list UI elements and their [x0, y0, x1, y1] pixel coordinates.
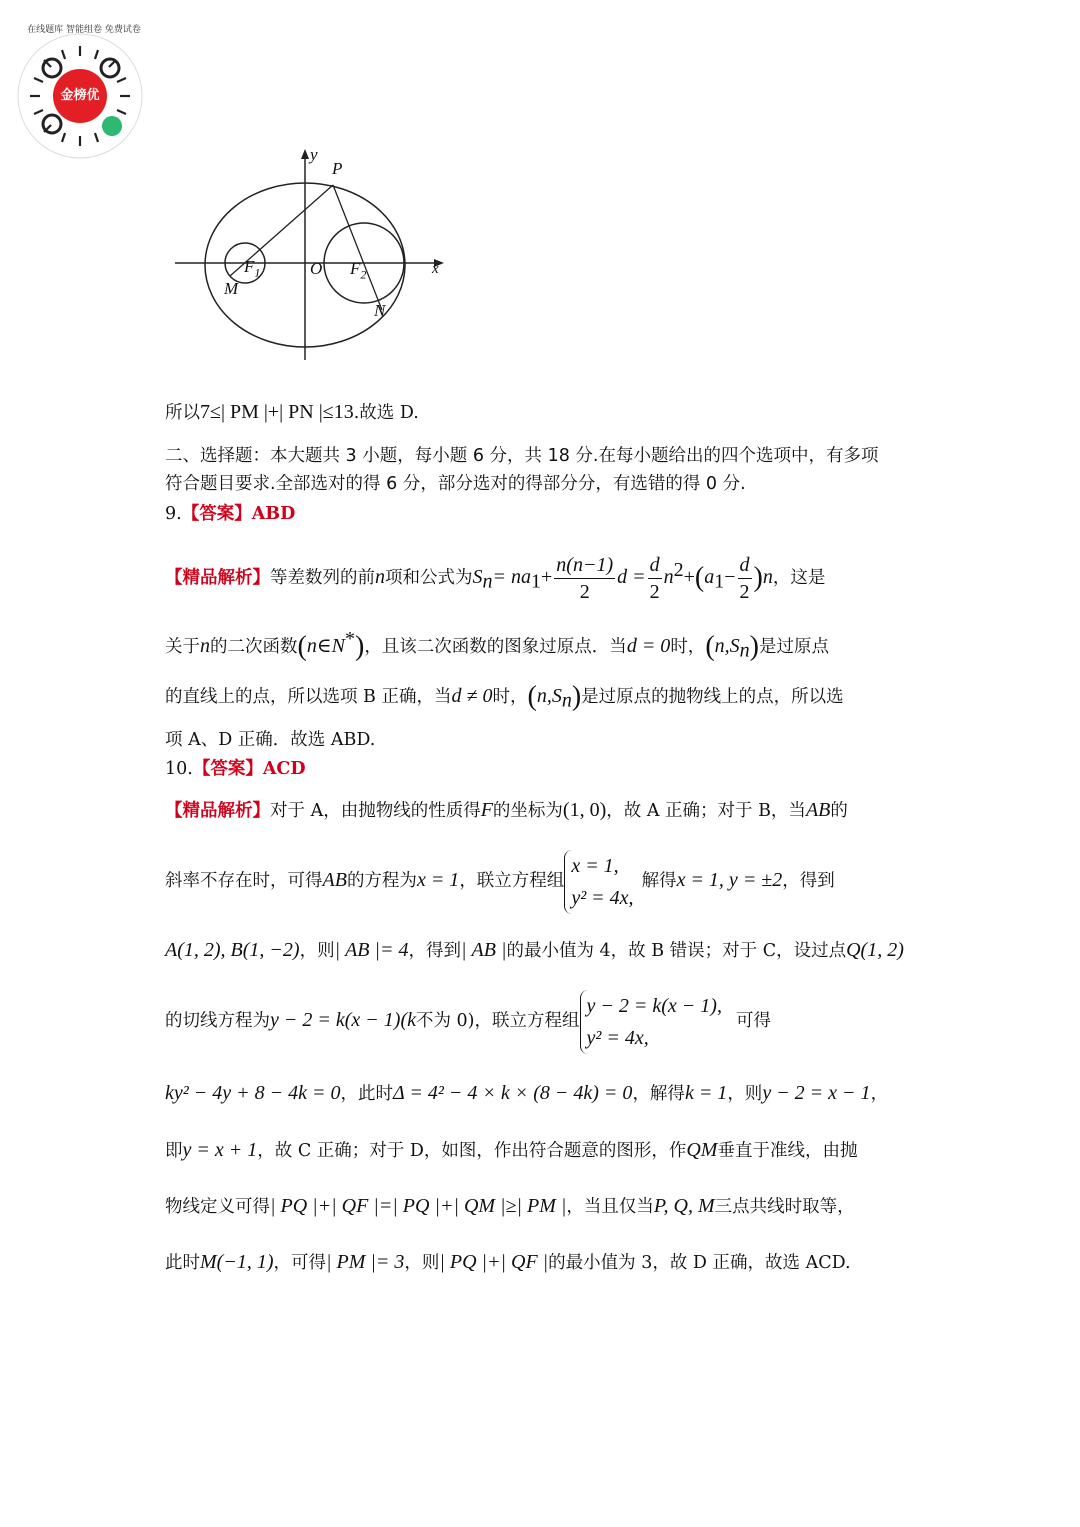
q10-answer: 10.【答案】ACD — [165, 759, 306, 779]
q10-analysis-line7: 物线定义可得| PQ |+| QF |=| PQ |+| QM |≥| PM |，当且仅当P, Q, M三点共线时取等， — [165, 1195, 855, 1217]
fig-label-y: y — [310, 145, 318, 164]
q9-analysis-line3: 的直线上的点，所以选项 B 正确，当d ≠ 0时，$(n,S_n)$是过原点的抛物线上的点，所以选 — [165, 681, 844, 712]
ellipse-figure — [170, 145, 450, 365]
q9-answer: 9.【答案】ABD — [165, 504, 296, 524]
q10-analysis-line6: 即y = x + 1，故 C 正确；对于 D，如图，作出符合题意的图形，作QM垂直于准线，由抛 — [165, 1139, 858, 1161]
q10-analysis-line2: 斜率不存在时，可得AB的方程为x = 1，联立方程组 x = 1, y² = 4x, 解得x = 1, y = ±2，得到 — [165, 848, 925, 912]
brand-logo — [14, 20, 154, 160]
q10-analysis-line3: A(1, 2), B(1, −2)，则| AB |= 4，得到| AB |的最小值为 4，故 B 错误；对于 C，设过点Q(1, 2) — [165, 939, 904, 961]
q10-analysis-line4: 的切线方程为y − 2 = k(x − 1)(k不为 0)，联立方程组 y − 2 = k(x − 1), y² = 4x, 可得 — [165, 988, 925, 1052]
q9-analysis-line1: 【精品解析】等差数列的前n项和公式为$S_n= na_1+$ $\frac{n(n-1)}{2}$ d = $\frac{d}{2}$ $n^2+(a_1-$ $\frac{d}{2}$ )n，这是 — [165, 553, 826, 603]
fig-label-m: M — [224, 279, 239, 298]
logo-center-text: 金榜优 — [60, 88, 100, 103]
q9-analysis-line2: 关于n的二次函数(n∈N*)，且该二次函数的图象过原点．当d = 0时，$(n,S_n)$是过原点 — [165, 628, 829, 662]
section2-heading-line2: 符合题目要求.全部选对的得 6 分，部分选对的得部分分，有选错的得 0 分. — [165, 474, 746, 494]
fig-label-n: N — [374, 301, 386, 320]
q10-analysis-line1: 【精品解析】对于 A，由抛物线的性质得F的坐标为(1, 0)，故 A 正确；对于 B，当AB的 — [165, 799, 848, 821]
fig-label-o: O — [310, 259, 323, 278]
fig-label-x: x — [432, 261, 439, 277]
logo-ring-text: 在线题库 智能组卷 免费试卷 — [27, 25, 141, 35]
q10-analysis-line5: ky² − 4y + 8 − 4k = 0，此时Δ = 4² − 4 × k × (8 − 4k) = 0，解得k = 1，则y − 2 = x − 1， — [165, 1082, 889, 1104]
q10-analysis-line8: 此时M(−1, 1)，可得| PM |= 3，则| PQ |+| QF |的最小值为 3，故 D 正确，故选 ACD. — [165, 1251, 851, 1273]
fig-label-f2: $F_2$ — [350, 259, 367, 282]
fig-label-p: P — [332, 159, 343, 178]
fig-label-f1: $F_1$ — [244, 257, 261, 280]
section2-heading-line1: 二、选择题：本大题共 3 小题，每小题 6 分，共 18 分.在每小题给出的四个选项中，有多项 — [165, 446, 879, 466]
q9-analysis-line4: 项 A、D 正确．故选 ABD. — [165, 730, 376, 750]
q8-conclusion: 所以7≤| PM |+| PN |≤13.故选 D. — [165, 401, 419, 423]
